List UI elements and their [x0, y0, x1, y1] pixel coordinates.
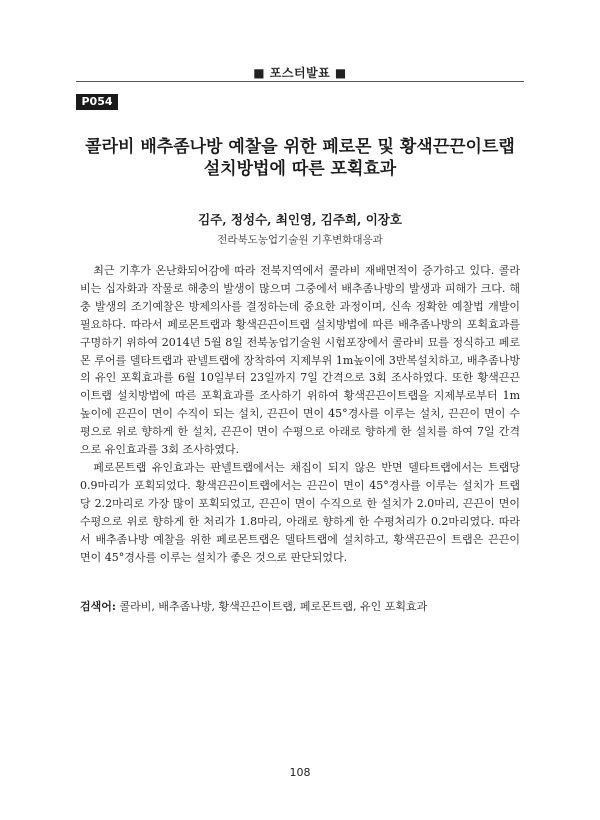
abstract-paragraph-2: 페로몬트랩 유인효과는 판넬트랩에서는 채집이 되지 않은 반면 델타트랩에서는 트랩당 0.9마리가 포획되었다. 황색끈끈이트랩에서는 끈끈이 면이 45°경사를 이루는 설치가 트랩당 2.2마리로 가장 많이 포획되었고, 끈끈이 면이 수직으로 한 설치가 2.0마리, 끈끈이 면이 수평으로 위로 향하게 한 처리가 1.8마리, 아래로 향하게 한 수평처리가 0.2마리였다. 따라서 배추좀나방 예찰을 위한 페로몬트랩은 델타트랩에 설치하고, 황색끈끈이 트랩은 끈끈이 면이 45°경사를 이루는 설치가 좋은 것으로 판단되었다. — [80, 460, 520, 564]
keywords — [80, 598, 520, 615]
page-number: 108 — [289, 766, 311, 779]
author-list: 김주, 정성수, 최인영, 김주희, 이장호 — [198, 212, 402, 227]
section-header: ■ 포스터발표 ■ — [253, 66, 347, 80]
paper-title — [60, 136, 540, 180]
keywords-label: 검색어: — [80, 600, 116, 613]
affiliation: 전라북도농업기술원 기후변화대응과 — [217, 234, 383, 246]
title-line-1: 콜라비 배추좀나방 예찰을 위한 페로몬 및 황색끈끈이트랩 — [85, 137, 515, 157]
header-rule — [76, 81, 524, 82]
abstract-body — [80, 262, 520, 566]
paper-code-badge: P054 — [76, 94, 118, 110]
title-line-2: 설치방법에 따른 포획효과 — [203, 159, 397, 179]
keywords-list: 콜라비, 배추좀나방, 황색끈끈이트랩, 페로몬트랩, 유인 포획효과 — [119, 600, 428, 613]
abstract-paragraph-1: 최근 기후가 온난화되어감에 따라 전북지역에서 콜라비 재배면적이 증가하고 있다. 콜라비는 십자화과 작물로 해충의 발생이 많으며 그중에서 배추좀나방의 발생과 피해가 크다. 해충 발생의 조기예찰은 방제의사를 결정하는데 중요한 과정이며, 신속 정확한 예찰법 개발이 필요하다. 따라서 페로몬트랩과 황색끈끈이트랩 설치방법에 따른 배추좀나방의 포획효과를 구명하기 위하여 2014년 5월 8일 전북농업기술원 시험포장에서 콜라비 묘를 정식하고 페로몬 루어를 델타트랩과 판넬트랩에 장착하여 지제부위 1m높이에 3반복설치하고, 배추좀나방의 유인 포획효과를 6월 10일부터 23일까지 7일 간격으로 3회 조사하였다. 또한 황색끈끈이트랩 설치방법에 따른 포획효과를 조사하기 위하여 황색끈끈이트랩을 지제부로부터 1m 높이에 끈끈이 면이 수직이 되는 설치, 끈끈이 면이 45°경사를 이루는 설치, 끈끈이 면이 수평으로 위로 향하게 한 설치, 끈끈이 면이 수평으로 아래로 향하게 한 설치를 하여 7일 간격으로 유인효과를 3회 조사하였다. — [80, 264, 520, 457]
